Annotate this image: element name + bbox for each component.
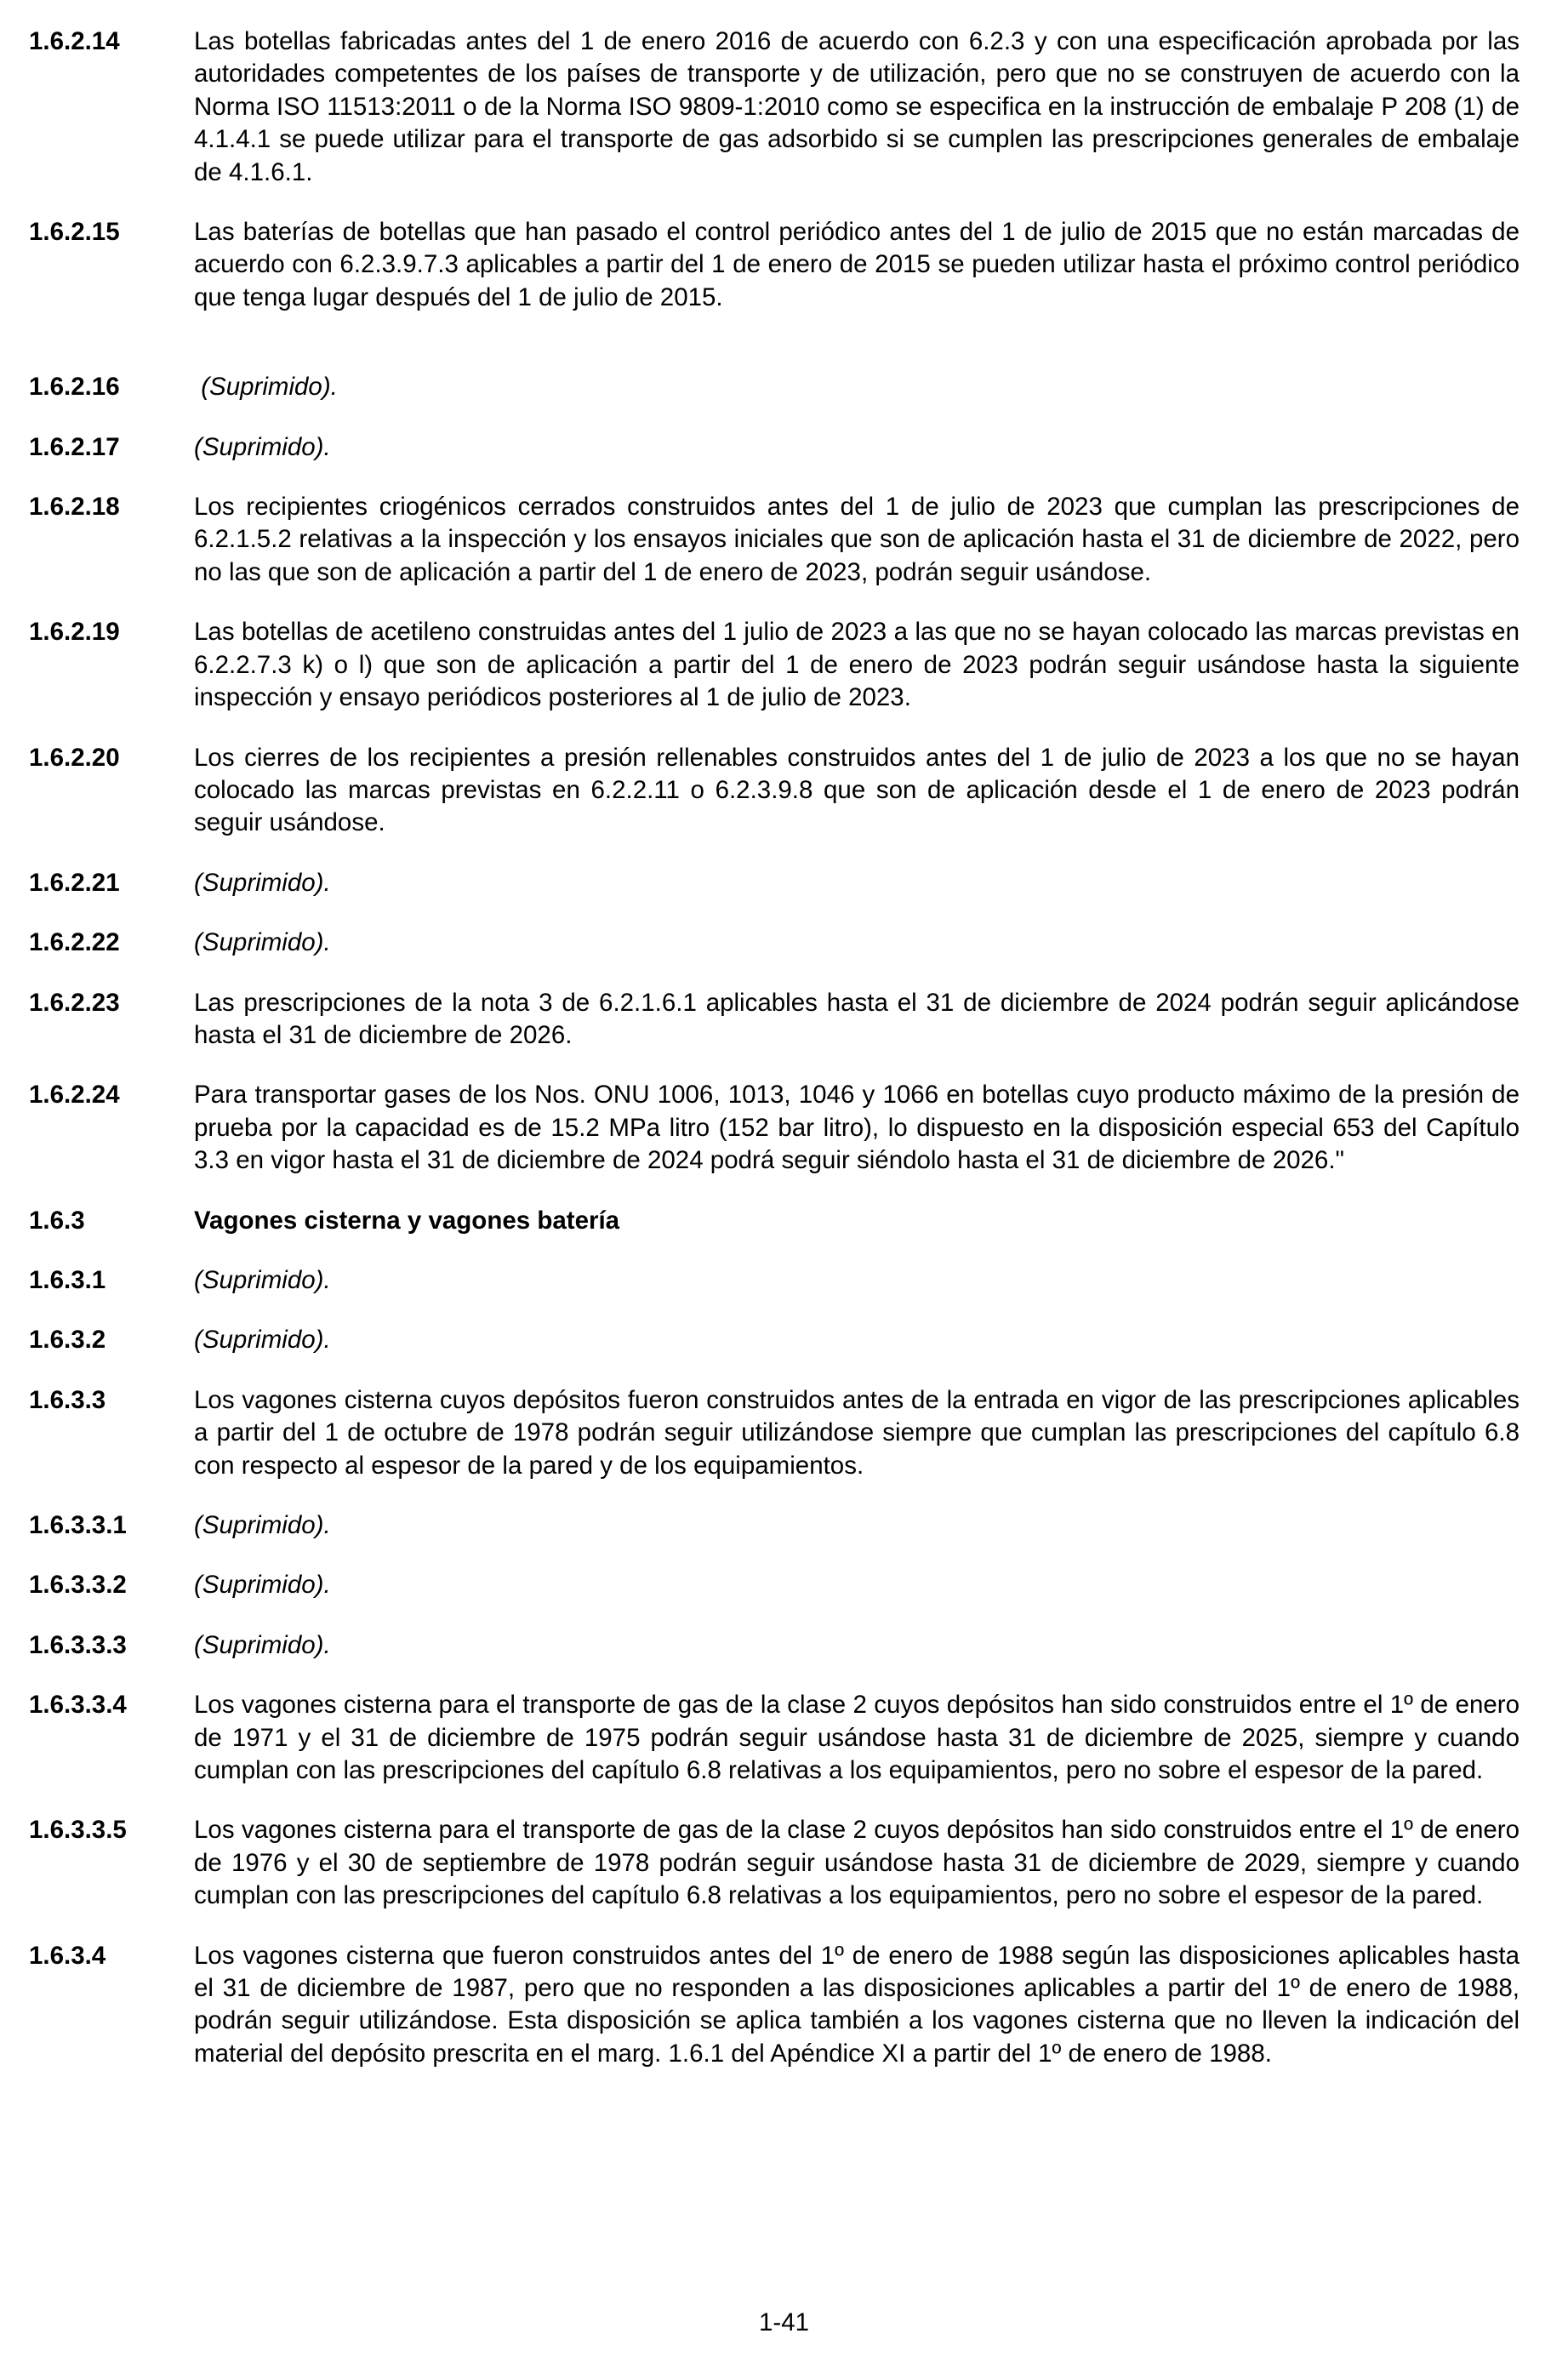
paragraph-1-6-3-3-3 [29, 1629, 1520, 1662]
paragraph-text: Las baterías de botellas que han pasado el control periódico antes del 1 de julio de 2015 que no están marcadas de acuerdo con 6.2.3.9.7.3 aplicables a partir del 1 de enero de 2015 se pueden utilizar hasta el próximo control periódico que tenga lugar después del 1 de julio de 2015. [194, 218, 1520, 311]
paragraph-1-6-2-22 [29, 927, 1520, 959]
section-heading-1-6-3 [29, 1205, 1520, 1237]
paragraph-1-6-2-17 [29, 431, 1520, 464]
paragraph-number: 1.6.2.18 [29, 493, 120, 522]
paragraph-text: Los cierres de los recipientes a presión rellenables construidos antes del 1 de julio de 2023 a los que no se hayan colocado las marcas previstas en 6.2.2.11 o 6.2.3.9.8 que son de aplicación desde el 1 de enero de 2023 podrán seguir usándose. [194, 743, 1520, 837]
paragraph-text: (Suprimido). [194, 373, 338, 402]
paragraph-1-6-2-19 [29, 616, 1520, 714]
paragraph-1-6-2-15 [29, 216, 1520, 314]
paragraph-number: 1.6.3.4 [29, 1941, 106, 1970]
paragraph-1-6-2-23 [29, 987, 1520, 1053]
paragraph-number: 1.6.2.14 [29, 27, 120, 55]
paragraph-number: 1.6.2.17 [29, 432, 120, 461]
paragraph-number: 1.6.2.22 [29, 928, 120, 957]
paragraph-number: 1.6.3.1 [29, 1265, 106, 1294]
paragraph-number: 1.6.3.3 [29, 1385, 106, 1414]
paragraph-text: Las prescripciones de la nota 3 de 6.2.1.6.1 aplicables hasta el 31 de diciembre de 2024 podrán seguir aplicándose hasta el 31 de diciembre de 2026. [194, 988, 1520, 1049]
paragraph-1-6-3-4 [29, 1940, 1520, 2071]
paragraph-number: 1.6.2.21 [29, 868, 120, 897]
paragraph-number: 1.6.2.15 [29, 218, 120, 247]
paragraph-1-6-3-1 [29, 1264, 1520, 1297]
paragraph-1-6-3-2 [29, 1324, 1520, 1356]
paragraph-1-6-2-20 [29, 742, 1520, 840]
paragraph-1-6-2-21 [29, 867, 1520, 899]
page-number: 1-41 [758, 2308, 810, 2336]
section-title: Vagones cisterna y vagones batería [194, 1206, 620, 1235]
paragraph-1-6-2-16 [29, 371, 1520, 403]
paragraph-number: 1.6.3.3.3 [29, 1630, 127, 1659]
paragraph-1-6-2-18 [29, 491, 1520, 589]
paragraph-number: 1.6.2.24 [29, 1081, 120, 1110]
paragraph-text: (Suprimido). [194, 1326, 331, 1355]
paragraph-number: 1.6.2.23 [29, 988, 120, 1017]
paragraph-number: 1.6.3.3.4 [29, 1691, 127, 1720]
paragraph-text: Los vagones cisterna para el transporte de gas de la clase 2 cuyos depósitos han sido construidos entre el 1º de enero de 1971 y el 31 de diciembre de 1975 podrán seguir usándose hasta 31 de diciembre de 2025, siempre y cuando cumplan con las prescripciones del capítulo 6.8 relativas a los equipamientos, pero no sobre el espesor de la pared. [194, 1691, 1520, 1785]
paragraph-1-6-3-3-5 [29, 1814, 1520, 1912]
paragraph-text: Las botellas de acetileno construidas antes del 1 julio de 2023 a las que no se hayan colocado las marcas previstas en 6.2.2.7.3 k) o l) que son de aplicación a partir del 1 de enero de 2023 podrán seguir usándose hasta la siguiente inspección y ensayo periódicos posteriores al 1 de julio de 2023. [194, 618, 1520, 712]
paragraph-text: Para transportar gases de los Nos. ONU 1006, 1013, 1046 y 1066 en botellas cuyo producto máximo de la presión de prueba por la capacidad es de 15.2 MPa litro (152 bar litro), lo dispuesto en la disposición especial 653 del Capítulo 3.3 en vigor hasta el 31 de diciembre de 2024 podrá seguir siéndolo hasta el 31 de diciembre de 2026." [194, 1081, 1520, 1175]
paragraph-text: Los recipientes criogénicos cerrados construidos antes del 1 de julio de 2023 que cumplan las prescripciones de 6.2.1.5.2 relativas a la inspección y los ensayos iniciales que son de aplicación hasta el 31 de diciembre de 2022, pero no las que son de aplicación a partir del 1 de enero de 2023, podrán seguir usándose. [194, 493, 1520, 586]
paragraph-text: (Suprimido). [194, 432, 331, 461]
paragraph-text: (Suprimido). [194, 1265, 331, 1294]
paragraph-text: (Suprimido). [194, 928, 331, 957]
section-number: 1.6.3 [29, 1206, 85, 1235]
paragraph-text: (Suprimido). [194, 1511, 331, 1539]
paragraph-number: 1.6.3.3.2 [29, 1571, 127, 1600]
paragraph-1-6-2-14 [29, 26, 1520, 189]
paragraph-1-6-2-24 [29, 1079, 1520, 1177]
paragraph-text: (Suprimido). [194, 1571, 331, 1600]
paragraph-1-6-3-3 [29, 1384, 1520, 1482]
paragraph-text: Los vagones cisterna que fueron construidos antes del 1º de enero de 1988 según las disposiciones aplicables hasta el 31 de diciembre de 1987, pero que no responden a las disposiciones aplicables a partir del 1º de enero de 1988, podrán seguir utilizándose. Esta disposición se aplica también a los vagones cisterna que no lleven la indicación del material del depósito prescrita en el marg. 1.6.1 del Apéndice XI a partir del 1º de enero de 1988. [194, 1941, 1520, 2068]
paragraph-1-6-3-3-1 [29, 1509, 1520, 1542]
paragraph-number: 1.6.3.3.5 [29, 1816, 127, 1845]
paragraph-number: 1.6.2.19 [29, 618, 120, 647]
paragraph-number: 1.6.2.20 [29, 743, 120, 772]
paragraph-1-6-3-3-2 [29, 1569, 1520, 1601]
paragraph-text: Las botellas fabricadas antes del 1 de enero 2016 de acuerdo con 6.2.3 y con una especificación aprobada por las autoridades competentes de los países de transporte y de utilización, pero que no se construyen de acuerdo con la Norma ISO 11513:2011 o de la Norma ISO 9809-1:2010 como se especifica en la instrucción de embalaje P 208 (1) de 4.1.4.1 se puede utilizar para el transporte de gas adsorbido si se cumplen las prescripciones generales de embalaje de 4.1.6.1. [194, 27, 1520, 186]
paragraph-number: 1.6.3.3.1 [29, 1511, 127, 1539]
paragraph-text: (Suprimido). [194, 1630, 331, 1659]
paragraph-text: Los vagones cisterna para el transporte de gas de la clase 2 cuyos depósitos han sido construidos entre el 1º de enero de 1976 y el 30 de septiembre de 1978 podrán seguir usándose hasta 31 de diciembre de 2029, siempre y cuando cumplan con las prescripciones del capítulo 6.8 relativas a los equipamientos, pero no sobre el espesor de la pared. [194, 1816, 1520, 1910]
document-page [29, 26, 1520, 2070]
paragraph-text: Los vagones cisterna cuyos depósitos fueron construidos antes de la entrada en vigor de las prescripciones aplicables a partir del 1 de octubre de 1978 podrán seguir utilizándose siempre que cumplan las prescripciones del capítulo 6.8 con respecto al espesor de la pared y de los equipamientos. [194, 1385, 1520, 1480]
paragraph-number: 1.6.3.2 [29, 1326, 106, 1355]
paragraph-text: (Suprimido). [194, 868, 331, 897]
paragraph-number: 1.6.2.16 [29, 373, 120, 402]
paragraph-1-6-3-3-4 [29, 1689, 1520, 1787]
